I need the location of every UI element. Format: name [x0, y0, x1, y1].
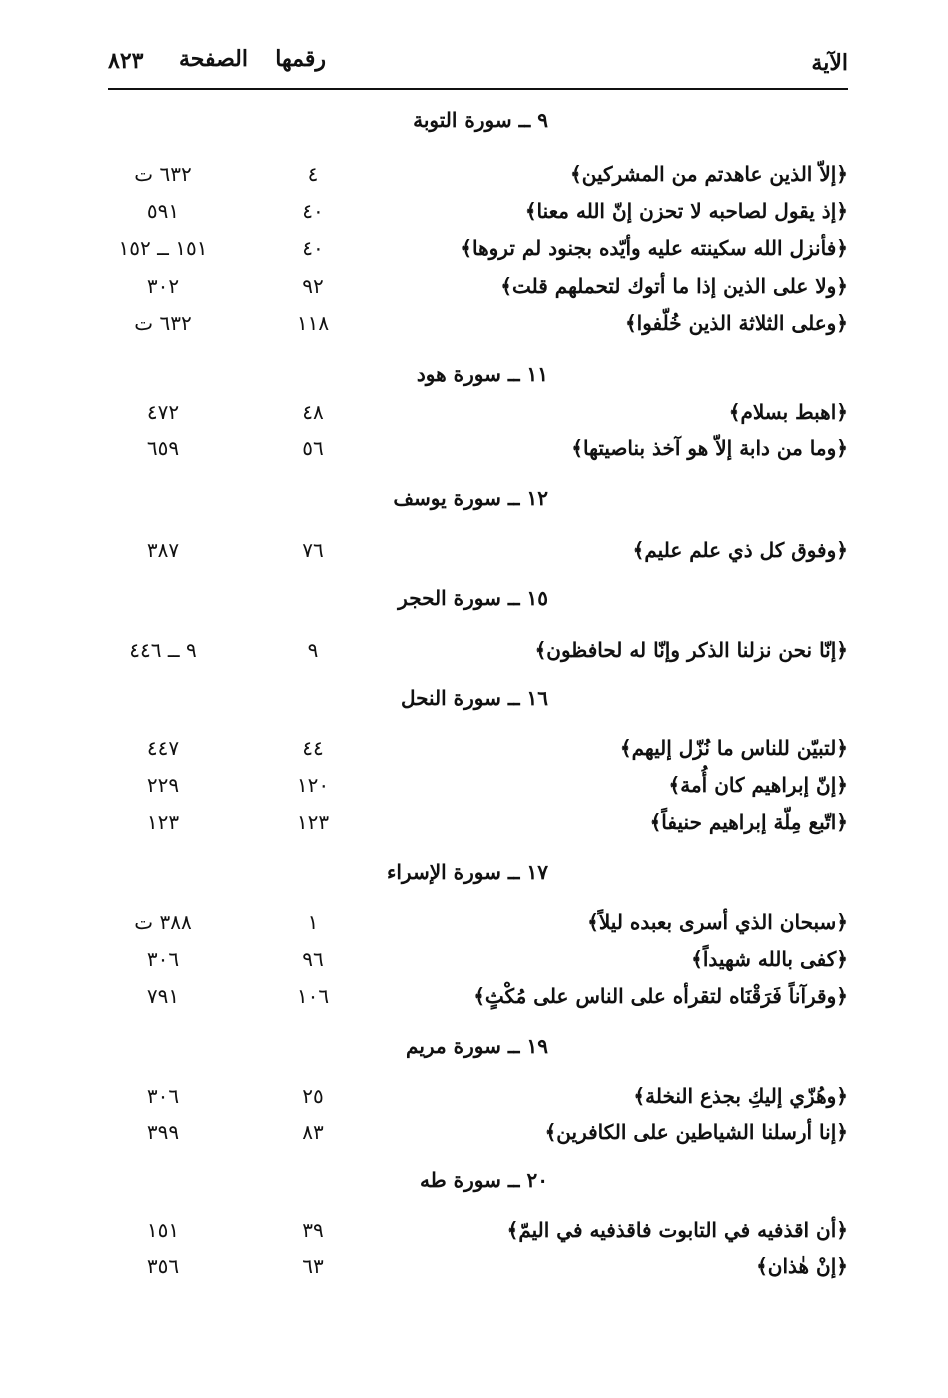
page-reference: ٢٢٩: [146, 773, 180, 797]
index-row: [108, 1250, 848, 1286]
header-aya-label: الآية: [811, 50, 848, 76]
verse-text: ﴿سبحان الذي أسرى بعبده ليلاً﴾: [587, 910, 848, 934]
surah-title: ١٩ ــ سورة مريم: [406, 1034, 548, 1058]
surah-title: ١٧ ــ سورة الإسراء: [386, 860, 548, 884]
index-row: [108, 307, 848, 343]
verse-text: ﴿إنا أرسلنا الشياطين على الكافرين﴾: [544, 1120, 848, 1144]
verse-text: ﴿اتّبع مِلّة إبراهيم حنيفاً﴾: [649, 810, 848, 834]
verse-text: ﴿وقرآناً فَرَقْنَاه لتقرأه على الناس على مُكْثٍ﴾: [473, 984, 848, 1008]
verse-text: ﴿فأنزل الله سكينته عليه وأيّده بجنود لم تروها﴾: [460, 236, 848, 260]
page-reference: ٦٣٢ ت: [134, 311, 192, 335]
verse-number: ٢٥: [302, 1084, 324, 1108]
page-reference: ٥٩١: [146, 199, 180, 223]
verse-number: ٤٠: [302, 199, 324, 223]
index-row: [108, 634, 848, 670]
header-rule: [108, 88, 848, 90]
verse-number: ٤٤: [302, 736, 324, 760]
verse-number: ٩: [307, 638, 319, 662]
verse-number: ١٢٣: [296, 810, 330, 834]
verse-number: ١: [307, 910, 319, 934]
surah-title: ١٢ ــ سورة يوسف: [393, 486, 548, 510]
verse-text: ﴿إنْ هٰذان﴾: [756, 1254, 848, 1278]
index-row: [108, 534, 848, 570]
page-reference: ٤٧٢: [146, 400, 180, 424]
header-safha-label: الصفحة: [178, 46, 248, 72]
page-reference: ٦٣٢ ت: [134, 162, 192, 186]
index-row: [108, 1080, 848, 1116]
verse-number: ٤٠: [302, 236, 324, 260]
verse-number: ٤: [307, 162, 319, 186]
page-reference: ٤٤٧: [146, 736, 180, 760]
index-row: [108, 1116, 848, 1152]
page-reference: ٣٥٦: [146, 1254, 180, 1278]
index-row: [108, 432, 848, 468]
page-reference: ٧٩١: [146, 984, 180, 1008]
verse-text: ﴿إنّ إبراهيم كان أُمة﴾: [668, 773, 848, 797]
page-reference: ٣٨٨ ت: [134, 910, 192, 934]
verse-number: ٦٣: [302, 1254, 324, 1278]
header-raqm-label: رقمها: [275, 46, 326, 72]
index-row: [108, 270, 848, 306]
verse-number: ١٢٠: [296, 773, 330, 797]
index-row: [108, 732, 848, 768]
verse-text: ﴿إذ يقول لصاحبه لا تحزن إنّ الله معنا﴾: [524, 199, 848, 223]
verse-number: ٩٦: [302, 947, 324, 971]
index-row: [108, 943, 848, 979]
page-reference: ٣٠٦: [146, 1084, 180, 1108]
page-reference: ٣٩٩: [146, 1120, 180, 1144]
index-row: [108, 906, 848, 942]
surah-title: ٩ ــ سورة التوبة: [413, 108, 548, 132]
verse-text: ﴿إنّا نحن نزلنا الذكر وإنّا له لحافظون﴾: [534, 638, 848, 662]
verse-text: ﴿اهبط بسلام﴾: [728, 400, 848, 424]
verse-text: ﴿وهُزّي إليكِ بجذع النخلة﴾: [633, 1084, 848, 1108]
verse-text: ﴿إلاّ الذين عاهدتم من المشركين﴾: [570, 162, 848, 186]
surah-title: ١١ ــ سورة هود: [416, 362, 548, 386]
verse-text: ﴿لتبيّن للناس ما نُزّل إليهم﴾: [619, 736, 848, 760]
page-reference: ٣٨٧: [146, 538, 180, 562]
surah-title: ١٦ ــ سورة النحل: [400, 686, 548, 710]
verse-number: ١٠٦: [296, 984, 330, 1008]
index-row: [108, 158, 848, 194]
verse-number: ٧٦: [302, 538, 324, 562]
verse-number: ٩٢: [302, 274, 324, 298]
page-reference: ١٢٣: [146, 810, 180, 834]
verse-text: ﴿وما من دابة إلاّ هو آخذ بناصيتها﴾: [571, 436, 848, 460]
index-row: [108, 232, 848, 268]
page-reference: ٩ ــ ٤٤٦: [129, 638, 197, 662]
verse-text: ﴿ولا على الذين إذا ما أتوك لتحملهم قلت﴾: [500, 274, 848, 298]
verse-number: ٤٨: [302, 400, 324, 424]
verse-text: ﴿أن اقذفيه في التابوت فاقذفيه في اليمّ﴾: [506, 1218, 848, 1242]
surah-title: ١٥ ــ سورة الحجر: [398, 586, 548, 610]
page-reference: ١٥١ ــ ١٥٢: [118, 236, 208, 260]
index-row: [108, 195, 848, 231]
verse-text: ﴿وفوق كل ذي علم عليم﴾: [632, 538, 848, 562]
page-reference: ٣٠٢: [146, 274, 180, 298]
page-number: ٨٢٣: [108, 48, 144, 74]
verse-number: ٥٦: [302, 436, 324, 460]
page-header: [108, 44, 848, 84]
index-page: [108, 0, 848, 1398]
verse-text: ﴿كفى بالله شهيداً﴾: [691, 947, 848, 971]
page-reference: ١٥١: [146, 1218, 180, 1242]
index-row: [108, 806, 848, 842]
surah-title: ٢٠ ــ سورة طه: [420, 1168, 548, 1192]
index-row: [108, 396, 848, 432]
verse-number: ١١٨: [296, 311, 330, 335]
index-row: [108, 1214, 848, 1250]
index-row: [108, 769, 848, 805]
verse-number: ٨٣: [302, 1120, 324, 1144]
page-reference: ٣٠٦: [146, 947, 180, 971]
verse-number: ٣٩: [302, 1218, 324, 1242]
index-row: [108, 980, 848, 1016]
page-reference: ٦٥٩: [146, 436, 180, 460]
verse-text: ﴿وعلى الثلاثة الذين خُلّفوا﴾: [624, 311, 848, 335]
